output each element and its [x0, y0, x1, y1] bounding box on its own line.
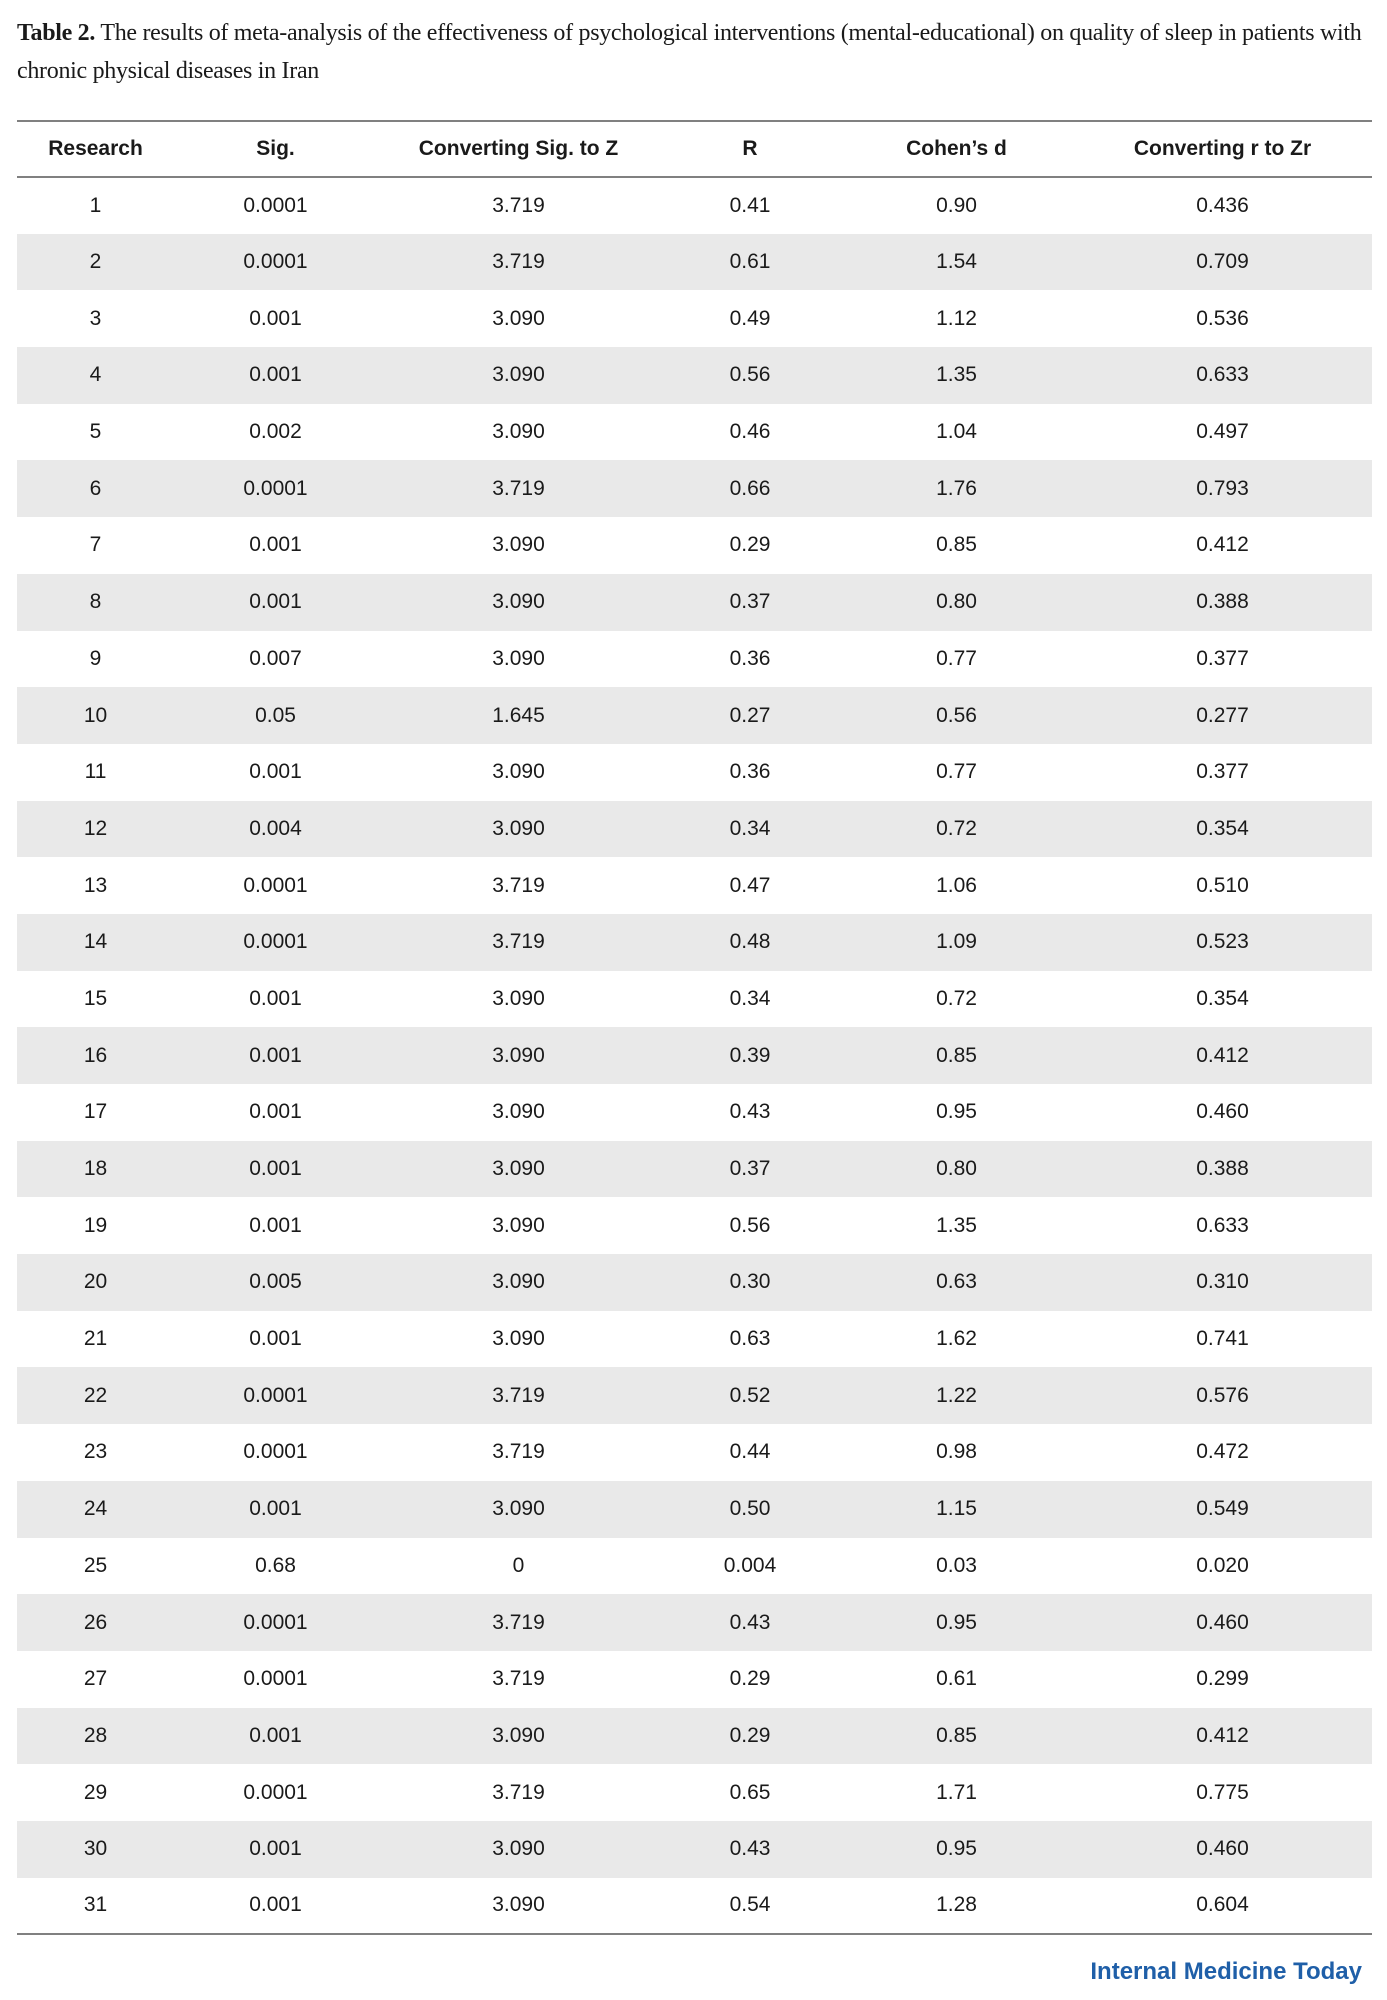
- cell-research: 21: [83, 1327, 108, 1351]
- cell-sig-to-z: 3.090: [492, 1043, 545, 1067]
- cell-sig: 0.001: [249, 986, 302, 1010]
- cell-sig: 0.0001: [243, 930, 308, 954]
- results-table: [17, 120, 1372, 1935]
- cell-sig: 0.001: [249, 1327, 302, 1351]
- cell-sig: 0.0001: [243, 1440, 308, 1464]
- cell-r-to-zr: 0.020: [1196, 1553, 1249, 1577]
- cell-sig-to-z: 3.090: [492, 306, 545, 330]
- table-row: [17, 1084, 1372, 1141]
- table-row: [17, 1254, 1372, 1311]
- cell-r-to-zr: 0.412: [1196, 1043, 1249, 1067]
- cell-sig-to-z: 3.090: [492, 1893, 545, 1917]
- cell-r: 0.29: [729, 1667, 771, 1691]
- cell-r-to-zr: 0.497: [1196, 420, 1249, 444]
- table-body: [17, 177, 1372, 1934]
- cell-r: 0.50: [729, 1497, 771, 1521]
- cell-research: 11: [84, 760, 107, 784]
- table-row: [17, 1764, 1372, 1821]
- cell-sig: 0.68: [255, 1553, 296, 1577]
- cell-r-to-zr: 0.412: [1196, 1723, 1249, 1747]
- table-row: [17, 914, 1372, 971]
- cell-sig-to-z: 3.719: [492, 1383, 545, 1407]
- journal-name: Internal Medicine Today: [1090, 1958, 1362, 1985]
- cell-cohens-d: 1.76: [936, 476, 977, 500]
- cell-r-to-zr: 0.299: [1196, 1667, 1249, 1691]
- cell-sig: 0.001: [249, 1837, 302, 1861]
- cell-r-to-zr: 0.604: [1196, 1893, 1249, 1917]
- table-row: [17, 1367, 1372, 1424]
- cell-r: 0.44: [729, 1440, 771, 1464]
- table-row: [17, 347, 1372, 404]
- table-row: [17, 1878, 1372, 1935]
- cell-sig: 0.0001: [243, 873, 308, 897]
- cell-research: 2: [89, 250, 102, 274]
- cell-cohens-d: 1.22: [936, 1383, 977, 1407]
- table-row: [17, 744, 1372, 801]
- cell-research: 4: [89, 363, 102, 387]
- cell-cohens-d: 0.90: [936, 193, 977, 217]
- cell-sig-to-z: 3.719: [492, 1780, 545, 1804]
- cell-cohens-d: 0.98: [936, 1440, 977, 1464]
- table-row: [17, 1141, 1372, 1198]
- cell-r-to-zr: 0.388: [1196, 590, 1249, 614]
- cell-sig: 0.0001: [243, 1667, 308, 1691]
- cell-r-to-zr: 0.741: [1196, 1327, 1249, 1351]
- cell-research: 23: [83, 1440, 108, 1464]
- cell-r: 0.41: [729, 193, 771, 217]
- table-row: [17, 404, 1372, 461]
- cell-research: 15: [83, 986, 108, 1010]
- cell-research: 30: [83, 1837, 108, 1861]
- cell-research: 22: [83, 1383, 108, 1407]
- table-row: [17, 1651, 1372, 1708]
- cell-r-to-zr: 0.436: [1196, 193, 1249, 217]
- cell-sig-to-z: 3.090: [492, 986, 545, 1010]
- cell-r-to-zr: 0.472: [1196, 1440, 1249, 1464]
- cell-r: 0.49: [729, 306, 771, 330]
- cell-r-to-zr: 0.536: [1196, 306, 1249, 330]
- column-header-cohens-d: Cohen’s d: [906, 137, 1007, 160]
- table-row: [17, 687, 1372, 744]
- cell-cohens-d: 0.72: [936, 986, 977, 1010]
- cell-sig-to-z: 3.090: [492, 590, 545, 614]
- cell-sig-to-z: 3.719: [492, 1667, 545, 1691]
- cell-cohens-d: 1.54: [936, 250, 977, 274]
- cell-sig-to-z: 3.090: [492, 363, 545, 387]
- cell-sig-to-z: 3.719: [492, 1440, 545, 1464]
- cell-cohens-d: 1.62: [936, 1327, 977, 1351]
- cell-cohens-d: 1.04: [936, 420, 977, 444]
- cell-cohens-d: 1.09: [936, 930, 977, 954]
- cell-cohens-d: 1.35: [936, 363, 977, 387]
- cell-r: 0.30: [729, 1270, 771, 1294]
- table-row: [17, 631, 1372, 688]
- cell-sig: 0.001: [249, 1100, 302, 1124]
- cell-sig: 0.001: [249, 1213, 302, 1237]
- cell-research: 8: [89, 590, 102, 614]
- cell-sig-to-z: 3.719: [492, 873, 545, 897]
- cell-r-to-zr: 0.412: [1196, 533, 1249, 557]
- cell-sig: 0.002: [249, 420, 302, 444]
- cell-r-to-zr: 0.510: [1196, 873, 1249, 897]
- table-row: [17, 290, 1372, 347]
- cell-sig-to-z: 3.090: [492, 1327, 545, 1351]
- table-caption-label: Table 2.: [17, 20, 96, 46]
- table-header: [17, 121, 1372, 177]
- cell-sig-to-z: 0: [512, 1553, 525, 1577]
- cell-cohens-d: 0.95: [936, 1610, 977, 1634]
- table-row: [17, 857, 1372, 914]
- cell-research: 29: [83, 1780, 108, 1804]
- cell-r: 0.65: [729, 1780, 771, 1804]
- cell-cohens-d: 1.15: [936, 1497, 977, 1521]
- cell-r-to-zr: 0.775: [1196, 1780, 1249, 1804]
- cell-cohens-d: 1.35: [936, 1213, 977, 1237]
- cell-sig-to-z: 3.090: [492, 1213, 545, 1237]
- cell-sig-to-z: 3.090: [492, 1157, 545, 1181]
- cell-r: 0.56: [729, 363, 771, 387]
- cell-sig-to-z: 3.719: [492, 930, 545, 954]
- cell-cohens-d: 0.61: [936, 1667, 977, 1691]
- table-row: [17, 1538, 1372, 1595]
- cell-r: 0.29: [729, 533, 771, 557]
- cell-sig: 0.001: [249, 590, 302, 614]
- table-row: [17, 234, 1372, 291]
- cell-r-to-zr: 0.460: [1196, 1610, 1249, 1634]
- cell-r: 0.004: [723, 1553, 777, 1577]
- cell-sig-to-z: 3.719: [492, 476, 545, 500]
- cell-r: 0.34: [729, 986, 771, 1010]
- cell-r: 0.54: [729, 1893, 771, 1917]
- cell-cohens-d: 0.85: [936, 533, 977, 557]
- cell-cohens-d: 0.80: [936, 590, 977, 614]
- cell-cohens-d: 0.77: [936, 760, 977, 784]
- table-row: [17, 517, 1372, 574]
- cell-research: 13: [83, 873, 108, 897]
- cell-research: 16: [83, 1043, 108, 1067]
- cell-research: 17: [83, 1100, 108, 1124]
- cell-r: 0.47: [729, 873, 771, 897]
- cell-sig: 0.001: [249, 1157, 302, 1181]
- cell-cohens-d: 0.63: [936, 1270, 977, 1294]
- cell-sig: 0.004: [249, 816, 302, 840]
- cell-sig: 0.0001: [243, 193, 308, 217]
- cell-cohens-d: 0.03: [936, 1553, 977, 1577]
- cell-cohens-d: 0.85: [936, 1043, 977, 1067]
- column-header-research: Research: [48, 137, 143, 160]
- table-row: [17, 801, 1372, 858]
- cell-sig-to-z: 3.090: [492, 646, 545, 670]
- cell-research: 5: [89, 420, 102, 444]
- cell-sig-to-z: 1.645: [492, 703, 545, 727]
- header-row: [17, 121, 1372, 177]
- cell-research: 19: [83, 1213, 108, 1237]
- cell-r: 0.61: [729, 250, 771, 274]
- cell-r: 0.27: [729, 703, 771, 727]
- cell-research: 31: [83, 1893, 108, 1917]
- cell-sig-to-z: 3.090: [492, 1100, 545, 1124]
- cell-sig-to-z: 3.090: [492, 1497, 545, 1521]
- cell-sig: 0.001: [249, 760, 302, 784]
- cell-sig-to-z: 3.090: [492, 1837, 545, 1861]
- table-row: [17, 1197, 1372, 1254]
- cell-sig: 0.05: [255, 703, 296, 727]
- cell-sig-to-z: 3.090: [492, 816, 545, 840]
- table-row: [17, 460, 1372, 517]
- table-row: [17, 1821, 1372, 1878]
- column-header-r: R: [742, 137, 758, 160]
- cell-research: 18: [83, 1157, 108, 1181]
- cell-sig: 0.0001: [243, 1780, 308, 1804]
- cell-sig-to-z: 3.090: [492, 760, 545, 784]
- cell-cohens-d: 0.95: [936, 1837, 977, 1861]
- cell-r: 0.36: [729, 646, 771, 670]
- cell-sig: 0.001: [249, 1043, 302, 1067]
- cell-research: 9: [89, 646, 102, 670]
- cell-r-to-zr: 0.377: [1196, 646, 1249, 670]
- cell-cohens-d: 1.28: [936, 1893, 977, 1917]
- cell-r: 0.43: [729, 1100, 771, 1124]
- cell-r-to-zr: 0.277: [1196, 703, 1249, 727]
- column-header-sig: Sig.: [256, 137, 295, 160]
- cell-r: 0.36: [729, 760, 771, 784]
- cell-sig-to-z: 3.719: [492, 193, 545, 217]
- cell-cohens-d: 0.85: [936, 1723, 977, 1747]
- column-header-sig-to-z: Converting Sig. to Z: [418, 137, 619, 160]
- cell-cohens-d: 1.71: [936, 1780, 977, 1804]
- table-row: [17, 1594, 1372, 1651]
- cell-r-to-zr: 0.310: [1196, 1270, 1249, 1294]
- cell-r-to-zr: 0.460: [1196, 1100, 1249, 1124]
- cell-research: 7: [89, 533, 102, 557]
- cell-sig-to-z: 3.719: [492, 1610, 545, 1634]
- table-row: [17, 1708, 1372, 1765]
- column-header-r-to-zr: Converting r to Zr: [1133, 137, 1312, 160]
- cell-research: 20: [83, 1270, 108, 1294]
- cell-r-to-zr: 0.523: [1196, 930, 1249, 954]
- cell-research: 28: [83, 1723, 108, 1747]
- cell-research: 6: [89, 476, 102, 500]
- table-row: [17, 574, 1372, 631]
- cell-r: 0.34: [729, 816, 771, 840]
- cell-sig: 0.0001: [243, 1610, 308, 1634]
- cell-sig: 0.005: [249, 1270, 302, 1294]
- cell-research: 27: [83, 1667, 108, 1691]
- cell-r-to-zr: 0.388: [1196, 1157, 1249, 1181]
- cell-sig: 0.001: [249, 306, 302, 330]
- cell-r-to-zr: 0.633: [1196, 1213, 1249, 1237]
- cell-sig-to-z: 3.090: [492, 533, 545, 557]
- cell-sig-to-z: 3.090: [492, 1270, 545, 1294]
- cell-r: 0.56: [729, 1213, 771, 1237]
- table-row: [17, 1311, 1372, 1368]
- cell-r: 0.48: [729, 930, 771, 954]
- cell-sig: 0.0001: [243, 476, 308, 500]
- cell-sig-to-z: 3.090: [492, 420, 545, 444]
- cell-sig: 0.0001: [243, 250, 308, 274]
- table-row: [17, 1424, 1372, 1481]
- cell-r-to-zr: 0.354: [1196, 986, 1249, 1010]
- cell-cohens-d: 0.77: [936, 646, 977, 670]
- cell-cohens-d: 1.06: [936, 873, 977, 897]
- table-row: [17, 1027, 1372, 1084]
- cell-r: 0.66: [729, 476, 771, 500]
- cell-r: 0.43: [729, 1610, 771, 1634]
- cell-r-to-zr: 0.549: [1196, 1497, 1249, 1521]
- cell-r: 0.37: [729, 1157, 771, 1181]
- cell-research: 3: [89, 306, 102, 330]
- cell-research: 14: [83, 930, 108, 954]
- table-caption: [17, 14, 1372, 90]
- cell-research: 1: [89, 193, 102, 217]
- cell-sig: 0.001: [249, 363, 302, 387]
- cell-sig-to-z: 3.719: [492, 250, 545, 274]
- cell-sig: 0.001: [249, 1497, 302, 1521]
- cell-r-to-zr: 0.709: [1196, 250, 1249, 274]
- cell-r-to-zr: 0.633: [1196, 363, 1249, 387]
- cell-r: 0.43: [729, 1837, 771, 1861]
- cell-r: 0.37: [729, 590, 771, 614]
- table-caption-text: The results of meta-analysis of the effectiveness of psychological interventions (mental-educational) on quality of sleep in patients with chronic physical diseases in Iran: [17, 20, 1362, 84]
- table-row: [17, 971, 1372, 1028]
- cell-r-to-zr: 0.354: [1196, 816, 1249, 840]
- cell-research: 10: [83, 703, 108, 727]
- cell-r-to-zr: 0.576: [1196, 1383, 1249, 1407]
- cell-sig: 0.0001: [243, 1383, 308, 1407]
- cell-r: 0.29: [729, 1723, 771, 1747]
- cell-sig: 0.007: [249, 646, 302, 670]
- cell-cohens-d: 0.72: [936, 816, 977, 840]
- cell-research: 24: [83, 1497, 108, 1521]
- cell-research: 12: [83, 816, 108, 840]
- cell-r: 0.39: [729, 1043, 771, 1067]
- cell-cohens-d: 0.56: [936, 703, 977, 727]
- cell-r-to-zr: 0.793: [1196, 476, 1249, 500]
- cell-cohens-d: 1.12: [936, 306, 977, 330]
- table-row: [17, 1481, 1372, 1538]
- cell-sig-to-z: 3.090: [492, 1723, 545, 1747]
- cell-r: 0.52: [729, 1383, 771, 1407]
- cell-cohens-d: 0.95: [936, 1100, 977, 1124]
- cell-r: 0.63: [729, 1327, 771, 1351]
- cell-sig: 0.001: [249, 533, 302, 557]
- cell-research: 25: [83, 1553, 108, 1577]
- cell-cohens-d: 0.80: [936, 1157, 977, 1181]
- cell-r-to-zr: 0.460: [1196, 1837, 1249, 1861]
- cell-r: 0.46: [729, 420, 771, 444]
- cell-sig: 0.001: [249, 1723, 302, 1747]
- cell-research: 26: [83, 1610, 108, 1634]
- cell-r-to-zr: 0.377: [1196, 760, 1249, 784]
- cell-sig: 0.001: [249, 1893, 302, 1917]
- table-row: [17, 177, 1372, 234]
